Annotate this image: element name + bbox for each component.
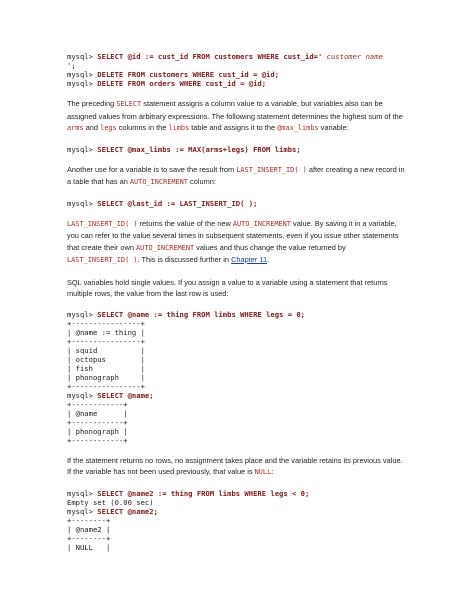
code-block-name2 — [67, 489, 407, 552]
prompt: mysql> — [67, 70, 98, 79]
text: If the statement returns no rows, no assignment takes place and the variable retains its previous value. If the variable has not been used previously, that value is — [67, 455, 403, 476]
inline-code: LAST_INSERT_ID( ) — [236, 165, 307, 174]
inline-code: arms — [67, 124, 84, 132]
prompt: mysql> — [67, 488, 98, 498]
inline-code: LAST_INSERT_ID( ) — [67, 219, 138, 228]
text: . This is discussed further in — [137, 255, 232, 264]
sql-command: SELECT @max_limbs := MAX(arms+legs) FROM limbs; — [97, 144, 301, 154]
inline-code: AUTO_INCREMENT — [136, 243, 195, 252]
sql-command: DELETE FROM orders WHERE cust_id = @id; — [97, 79, 267, 88]
result-table: +------------+ | @name | +------------+ | phonograph | +------------+ — [67, 399, 128, 445]
inline-code: SELECT — [116, 100, 142, 108]
prompt: mysql> — [67, 506, 98, 516]
inline-code: AUTO_INCREMENT — [232, 219, 291, 228]
prompt: mysql> — [67, 144, 98, 154]
text: values and thus change the value returned by — [194, 242, 346, 252]
document-page — [67, 52, 407, 552]
text: after creating a new record in a table that has an — [67, 164, 405, 186]
code-block-delete — [67, 52, 407, 88]
paragraph-single-values: SQL variables hold single values. If you assign a value to a variable using a statement that returns multiple rows, the value from the last row is used: — [67, 277, 388, 298]
inline-code: LAST_INSERT_ID( ) — [67, 256, 138, 264]
inline-code: @max_limbs — [277, 124, 319, 132]
text: table and assigns it to the — [189, 123, 278, 132]
text: and — [83, 123, 101, 132]
sql-command: SELECT @name2 := thing FROM limbs WHERE legs < 0; — [97, 488, 310, 498]
code-continuation: '; — [67, 61, 76, 70]
text: statement assigns a column value to a variable, but variables also can be assigned values from arbitrary expressions. The following statement determines the highest sum of the — [67, 99, 403, 121]
paragraph-last-insert — [67, 164, 407, 189]
inline-code: legs — [100, 124, 117, 132]
prompt: mysql> — [67, 390, 98, 400]
code-block-max-limbs — [67, 145, 407, 154]
paragraph-auto-increment — [67, 218, 407, 267]
text: The preceding — [67, 99, 117, 108]
paragraph-no-rows — [67, 455, 407, 479]
inline-code: NULL — [254, 468, 272, 476]
text: : — [271, 467, 274, 476]
result-table: +----------------+ | @name := thing | +----------------+ | squid | | octopus | | fish | | phonograph | +----------------+ — [67, 318, 145, 391]
result-table: +--------+ | @name2 | +--------+ | NULL | — [67, 515, 111, 552]
sql-command: SELECT @last_id := LAST_INSERT_ID( ); — [97, 198, 258, 208]
code-block-name-thing — [67, 310, 407, 445]
chapter-11-link[interactable]: Chapter 11 — [231, 255, 268, 264]
inline-code: limbs — [168, 124, 190, 132]
prompt: mysql> — [67, 198, 98, 208]
prompt: mysql> — [67, 79, 98, 88]
text: value. By saving it in a variable, you can refer to the value several times in subsequent statements, even if you issue other statements that create their own — [67, 218, 399, 252]
code-block-last-id — [67, 199, 407, 208]
sql-command: SELECT @name; — [97, 390, 154, 400]
text: column: — [187, 177, 216, 186]
text: returns the value of the new — [137, 218, 233, 228]
sql-command: SELECT @name := thing FROM limbs WHERE legs = 0; — [97, 309, 306, 319]
sql-command: SELECT @id := cust_id FROM customers WHERE cust_id=' — [97, 52, 323, 61]
text: Another use for a variable is to save the result from — [67, 164, 237, 174]
inline-code: AUTO_INCREMENT — [129, 178, 188, 186]
placeholder-arg: customer name — [322, 52, 383, 61]
text: . — [267, 255, 270, 264]
text: variable: — [318, 123, 349, 132]
text: columns in the — [116, 123, 169, 132]
sql-command: SELECT @name2; — [97, 506, 158, 516]
sql-command: DELETE FROM customers WHERE cust_id = @id; — [97, 70, 280, 79]
prompt: mysql> — [67, 52, 98, 61]
prompt: mysql> — [67, 309, 98, 319]
paragraph-select-assign — [67, 98, 407, 135]
result-message: Empty set (0.00 sec) — [67, 497, 154, 507]
